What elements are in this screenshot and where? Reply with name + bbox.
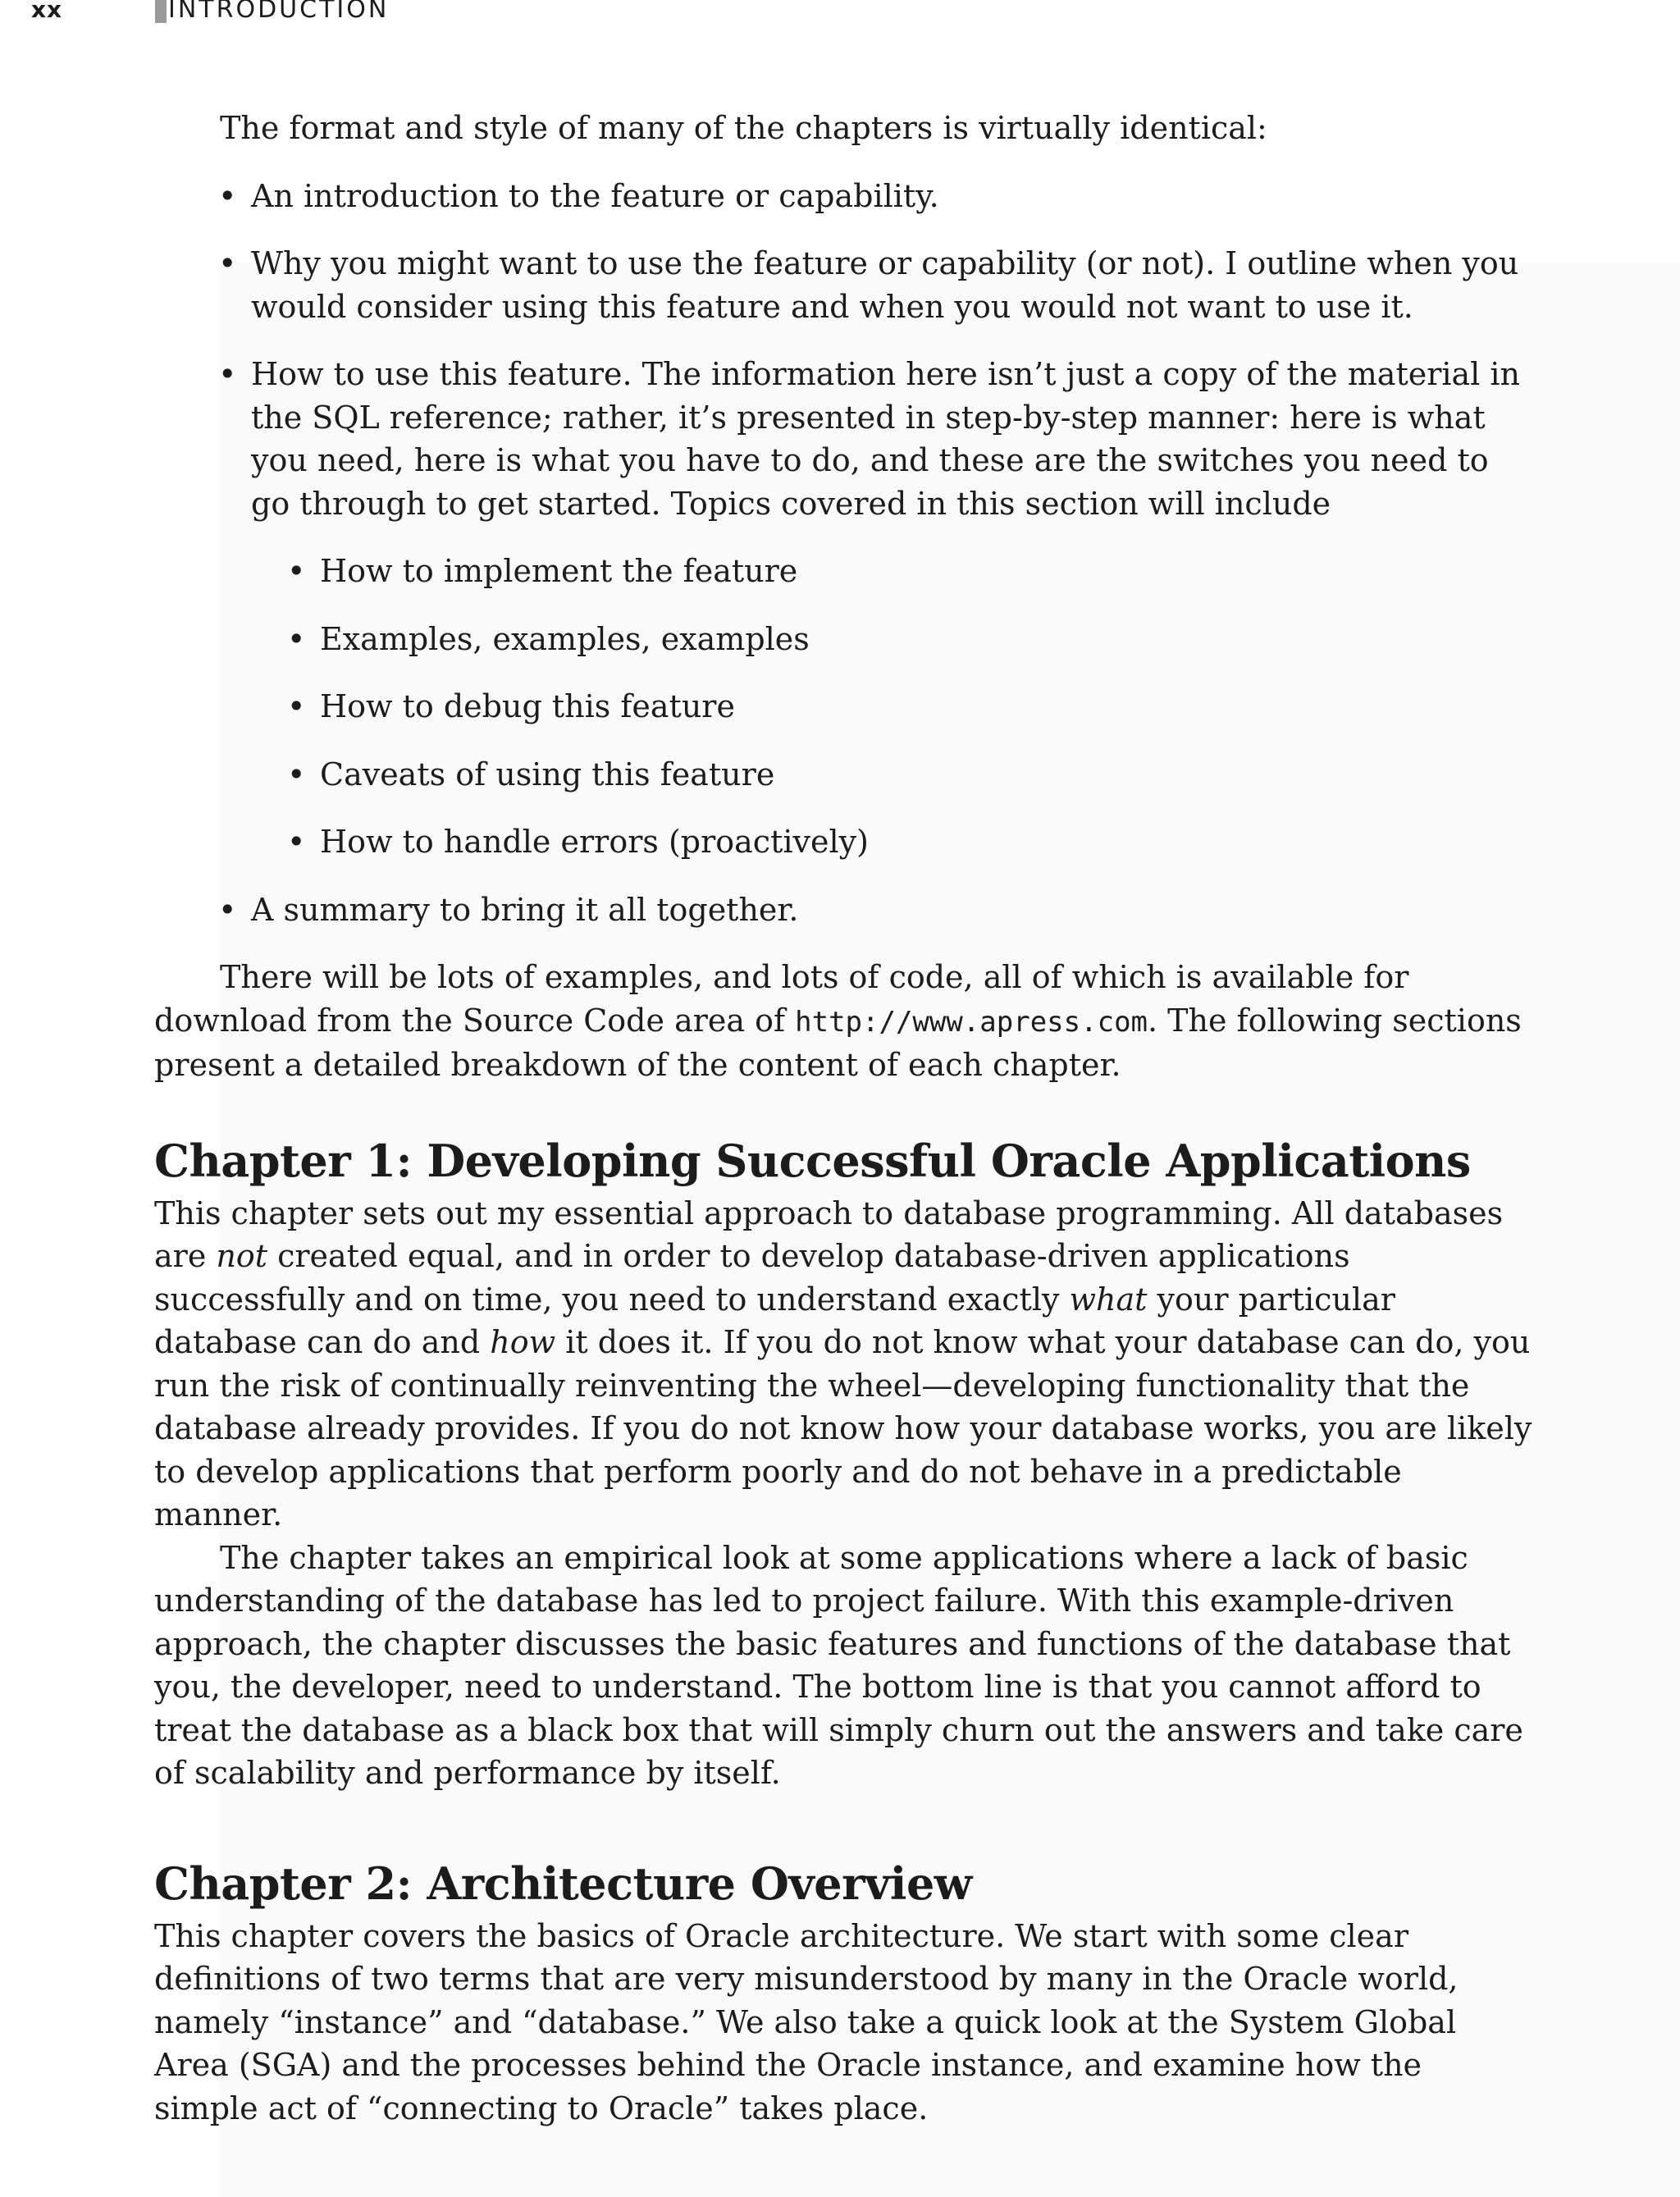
sub-list-item — [154, 685, 1532, 729]
sub-list-item-text: How to debug this feature — [320, 688, 735, 724]
chapter-1-emphasis: what — [1069, 1281, 1148, 1318]
chapter-1-emphasis: how — [490, 1324, 556, 1360]
sub-list-item — [154, 618, 1532, 661]
bullet-icon: • — [218, 245, 237, 281]
intro-lead: The format and style of many of the chapters is virtually identical: — [220, 110, 1267, 146]
bullet-icon: • — [287, 824, 306, 860]
list-item-text: Why you might want to use the feature or capability (or not). I outline when you would consider using this feature and when you would not want to use it. — [251, 245, 1519, 325]
page-body — [154, 107, 1532, 2130]
list-item-text: How to use this feature. The information here isn’t just a copy of the material in the SQL reference; rather, it’s presented in step-by-step manner: here is what you need, here is what you have to do, and these are the switches you need to go through to get started. Topics covered in this section will include — [251, 356, 1521, 522]
bullet-icon: • — [218, 891, 237, 928]
chapter-1-paragraph-2: The chapter takes an empirical look at some applications where a lack of basic understanding of the database has led to project failure. With this example-driven approach, the chapter discusses the basic features and functions of the database that you, the developer, need to understand. The bottom line is that you cannot afford to treat the database as a black box that will simply churn out the answers and take care of scalability and performance by itself. — [154, 1539, 1523, 1791]
bullet-icon: • — [287, 553, 306, 589]
sub-list-item-text: Examples, examples, examples — [320, 620, 810, 657]
apress-url-link[interactable]: http://www.apress.com — [795, 1005, 1148, 1039]
chapter-1-text: created equal, and in order to develop database-driven applications successfully and on time, you need to understand exactly — [154, 1238, 1350, 1318]
closing-text-after-link: . The following sections present a detailed breakdown of the content of each chapter. — [154, 1002, 1522, 1083]
chapter-1-text: your particular database can do and — [154, 1281, 1395, 1360]
topics-sublist — [154, 550, 1532, 864]
bullet-icon: • — [287, 688, 306, 724]
bullet-icon: • — [218, 356, 237, 392]
sub-list-item — [154, 753, 1532, 797]
list-item-text: A summary to bring it all together. — [251, 891, 799, 928]
chapter-1-emphasis: not — [216, 1238, 268, 1274]
closing-text-before-link: There will be lots of examples, and lots of code, all of which is available for download from the Source Code area of — [154, 959, 1409, 1039]
chapter-1-paragraph-1 — [154, 1192, 1532, 1537]
intro-closing-paragraph — [154, 956, 1532, 1087]
sub-list-item-text: How to handle errors (proactively) — [320, 824, 869, 860]
section-title: INTRODUCTION — [168, 0, 390, 24]
header-marker — [155, 0, 167, 23]
sub-list-item-text: Caveats of using this feature — [320, 756, 775, 792]
chapter-2-paragraph-1: This chapter covers the basics of Oracle architecture. We start with some clear definitions of two terms that are very misunderstood by many in the Oracle world, namely “instance” and “database.” We also take a quick look at the System Global Area (SGA) and the processes behind the Oracle instance, and examine how the simple act of “connecting to Oracle” takes place. — [154, 1917, 1459, 2126]
list-item — [154, 175, 1532, 218]
running-header — [0, 0, 1680, 33]
chapter-1-heading: Chapter 1: Developing Successful Oracle Applications — [154, 1134, 1471, 1187]
page-number: xx — [31, 0, 63, 23]
chapter-1-text: This chapter sets out my essential approach to database programming. All databases are — [154, 1194, 1504, 1274]
list-item — [154, 242, 1532, 328]
chapter-format-list — [154, 175, 1532, 932]
bullet-icon: • — [287, 756, 306, 792]
list-item — [154, 353, 1532, 864]
sub-list-item — [154, 820, 1532, 864]
list-item — [154, 888, 1532, 932]
bullet-icon: • — [218, 177, 237, 214]
sub-list-item-text: How to implement the feature — [320, 553, 798, 589]
chapter-1-text: it does it. If you do not know what your database can do, you run the risk of continually reinventing the wheel—developing functionality that the database already provides. If you do not know how your database works, you are likely to develop applications that perform poorly and do not behave in a predictable manner. — [154, 1324, 1532, 1532]
sub-list-item — [154, 550, 1532, 593]
list-item-text: An introduction to the feature or capability. — [251, 177, 939, 214]
bullet-icon: • — [287, 620, 306, 657]
chapter-2-heading: Chapter 2: Architecture Overview — [154, 1857, 972, 1910]
